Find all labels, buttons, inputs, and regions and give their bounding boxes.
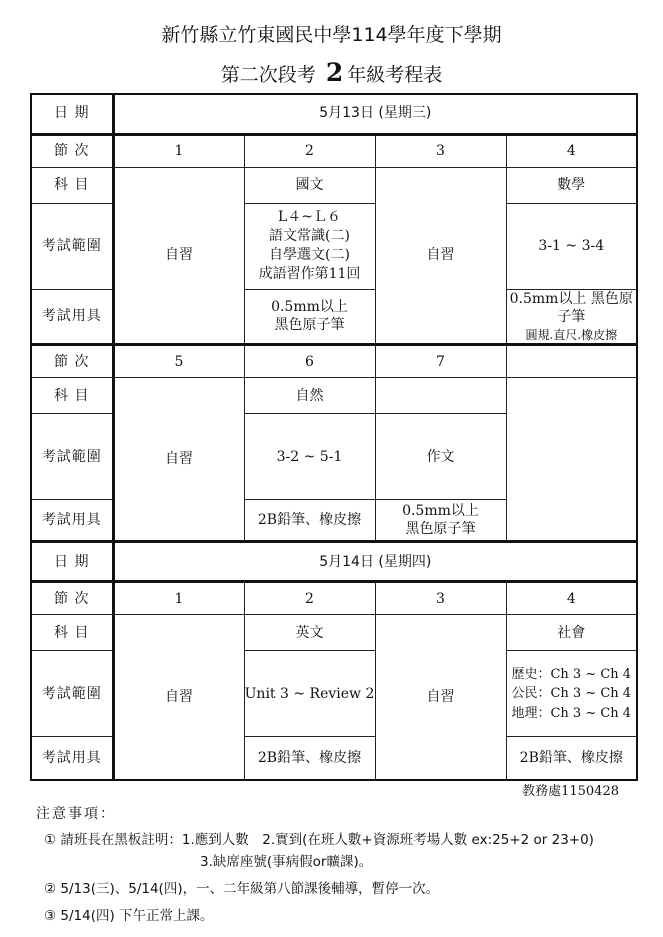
subject-label: 科 目	[31, 615, 113, 651]
day1-date-row	[31, 94, 637, 134]
tools-label: 考試用具	[31, 737, 113, 780]
period-7: 7	[375, 345, 506, 378]
day2-date-row	[31, 542, 637, 582]
period-label: 節 次	[31, 582, 113, 615]
document-title: 新竹縣立竹東國民中學114學年度下學期	[161, 24, 502, 46]
range-line: 自學選文(二)	[269, 247, 350, 263]
subject-label: 科 目	[31, 167, 113, 203]
period-1: 1	[113, 134, 244, 167]
day2-period-row	[31, 582, 637, 615]
tools-line: 黑色原子筆	[274, 317, 345, 334]
document-subtitle	[0, 58, 663, 87]
subtitle-suffix: 年級考程表	[347, 64, 443, 86]
note-1-continued: 3.缺席座號(事病假or曠課)。	[200, 854, 373, 870]
day1-period-row-2	[31, 345, 637, 378]
tools-label: 考試用具	[31, 289, 113, 345]
note-3: ③ 5/14(四) 下午正常上課。	[44, 908, 214, 924]
day1-p4-range: 3-1 ~ 3-4	[506, 203, 637, 289]
day1-p2-tools	[244, 289, 375, 345]
period-3: 3	[375, 582, 506, 615]
period-label: 節 次	[31, 345, 113, 378]
date-label: 日 期	[31, 542, 113, 582]
tools-line: 0.5mm以上	[402, 502, 479, 519]
tools-line: 黑色原子筆	[405, 521, 476, 538]
day2-p2-range: Unit 3 ~ Review 2	[244, 651, 375, 737]
note-2: ② 5/13(三)、5/14(四)，一、二年級第八節課後輔導，暫停一次。	[44, 881, 440, 897]
date-label: 日 期	[31, 94, 113, 134]
subtitle-grade: 2	[325, 58, 344, 87]
office-code: 教務處1150428	[522, 784, 619, 799]
day1-date: 5月13日 (星期三)	[113, 94, 637, 134]
day1-p2-range	[244, 203, 375, 289]
period-1: 1	[113, 582, 244, 615]
day2-p4-range	[506, 651, 637, 737]
day1-p7-range: 作文	[375, 414, 506, 500]
day2-date: 5月14日 (星期四)	[113, 542, 637, 582]
exam-schedule-table	[30, 93, 638, 781]
period-label: 節 次	[31, 134, 113, 167]
range-label: 考試範圍	[31, 651, 113, 737]
tools-label: 考試用具	[31, 500, 113, 542]
day2-p1-self-study: 自習	[113, 615, 244, 780]
tools-line: 圓規.直尺.橡皮擦	[525, 328, 618, 343]
day1-p5-self-study: 自習	[113, 378, 244, 542]
day1-p1-self-study: 自習	[113, 167, 244, 345]
day1-p2-subject: 國文	[244, 167, 375, 203]
day1-subject-row-2	[31, 378, 637, 414]
day1-p6-subject: 自然	[244, 378, 375, 414]
range-line: 地理：Ch 3 ~ Ch 4	[511, 705, 632, 721]
period-5: 5	[113, 345, 244, 378]
day1-period-row	[31, 134, 637, 167]
subtitle-prefix: 第二次段考	[220, 64, 316, 86]
range-line: 歷史：Ch 3 ~ Ch 4	[511, 666, 632, 682]
range-label: 考試範圍	[31, 414, 113, 500]
day2-p4-subject: 社會	[506, 615, 637, 651]
period-2: 2	[244, 582, 375, 615]
day1-p7-tools	[375, 500, 506, 542]
subject-label: 科 目	[31, 378, 113, 414]
period-3: 3	[375, 134, 506, 167]
period-4: 4	[506, 134, 637, 167]
day1-empty-cell	[506, 378, 637, 542]
range-label: 考試範圍	[31, 203, 113, 289]
range-line: 公民：Ch 3 ~ Ch 4	[511, 686, 632, 702]
period-2: 2	[244, 134, 375, 167]
day1-p4-subject: 數學	[506, 167, 637, 203]
period-empty	[506, 345, 637, 378]
day2-subject-row	[31, 615, 637, 651]
period-6: 6	[244, 345, 375, 378]
tools-line: 0.5mm以上	[271, 298, 348, 315]
day1-p7-subject	[375, 378, 506, 414]
note-1: ① 請班長在黑板註明：1.應到人數 2.實到(在班人數+資源班考場人數 ex:25+2 or 23+0)	[44, 832, 594, 848]
range-line: L４~Ｌ６	[277, 209, 342, 226]
day1-p6-tools: 2B鉛筆、橡皮擦	[244, 500, 375, 542]
range-line: 語文常識(二)	[269, 228, 350, 245]
day1-p6-range: 3-2 ~ 5-1	[244, 414, 375, 500]
day1-p3-self-study: 自習	[375, 167, 506, 345]
day2-p3-self-study: 自習	[375, 615, 506, 780]
range-line: 成語習作第11回	[258, 265, 361, 282]
day2-p2-subject: 英文	[244, 615, 375, 651]
day2-p4-tools: 2B鉛筆、橡皮擦	[506, 737, 637, 780]
notes-title: 注意事項：	[36, 806, 116, 822]
tools-line: 0.5mm以上 黑色原子筆	[509, 290, 633, 326]
day2-p2-tools: 2B鉛筆、橡皮擦	[244, 737, 375, 780]
period-4: 4	[506, 582, 637, 615]
day1-subject-row	[31, 167, 637, 203]
day1-p4-tools	[506, 289, 637, 345]
